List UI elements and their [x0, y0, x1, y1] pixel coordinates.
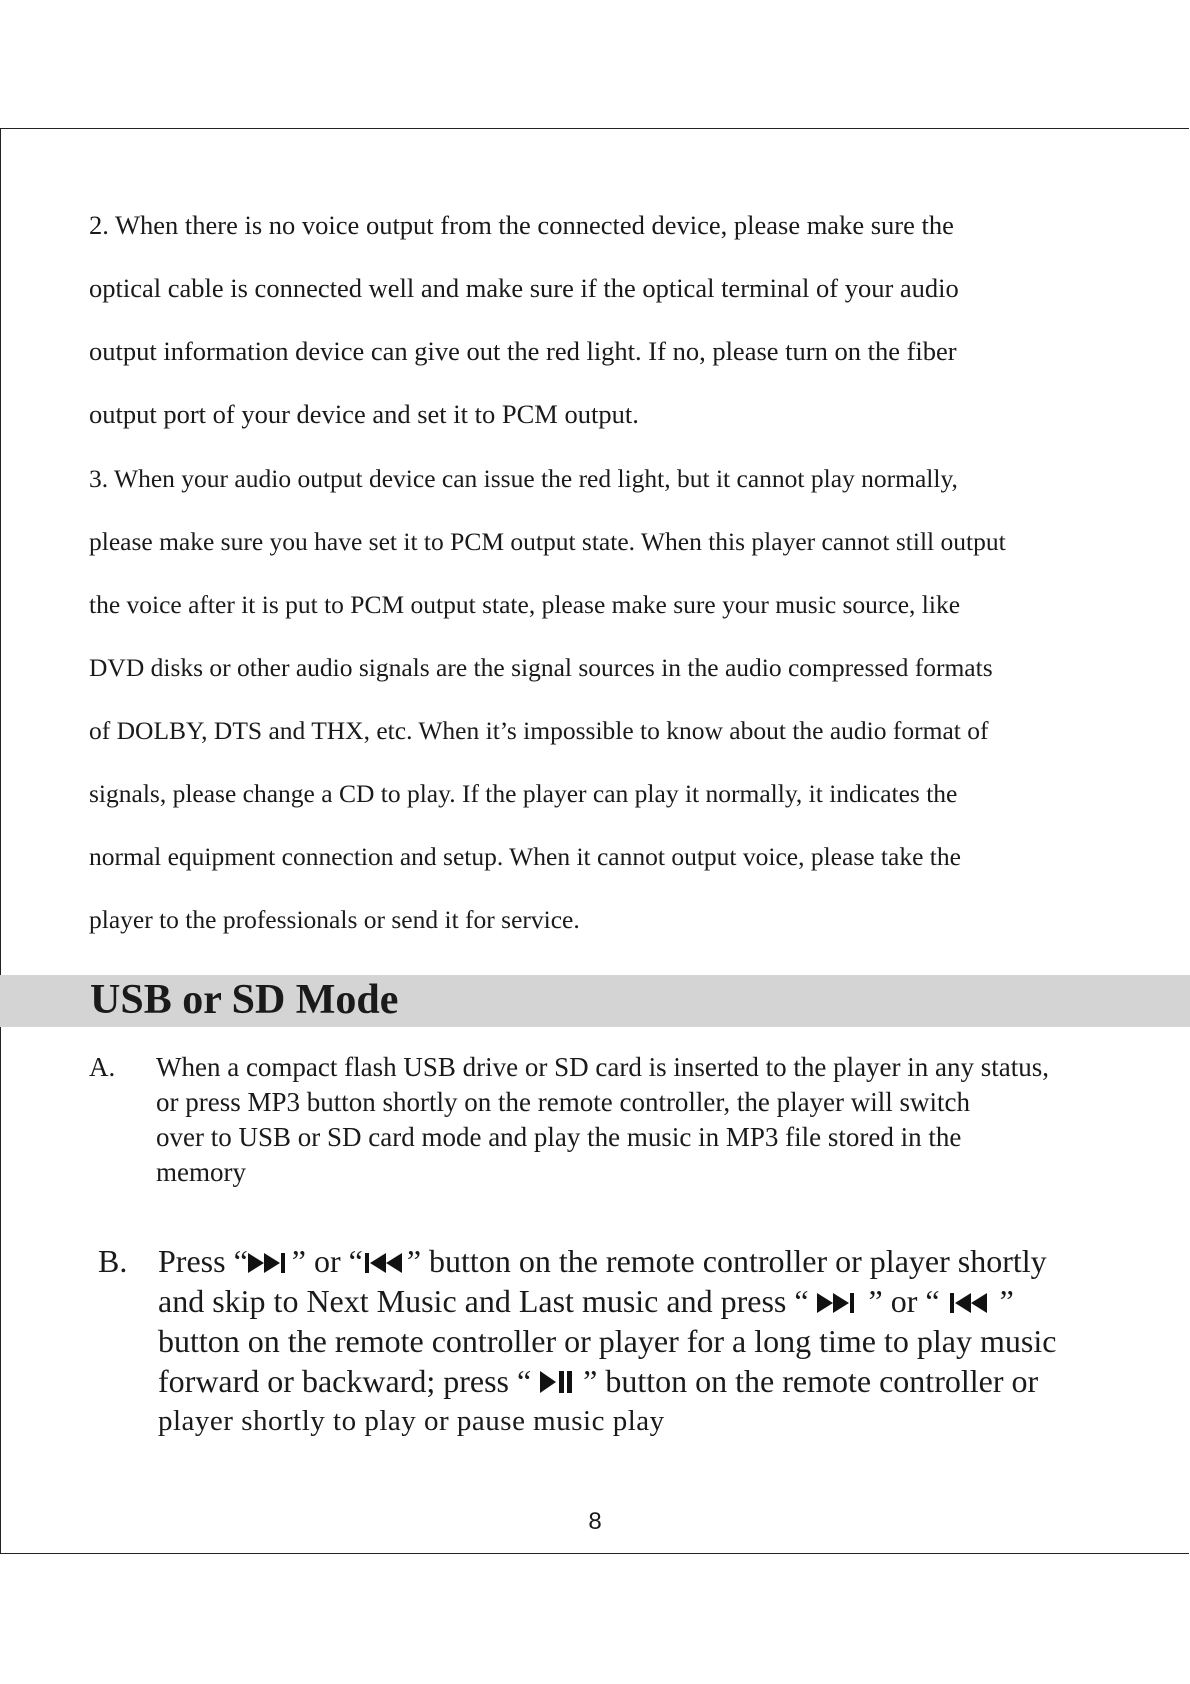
paragraph-line: signals, please change a CD to play. If the player can play it normally, it indicates the [89, 779, 958, 808]
list-item-line: button on the remote controller or player for a long time to play music [158, 1323, 1057, 1359]
list-item-line: player shortly to play or pause music play [158, 1405, 665, 1437]
list-item-line [158, 1281, 1158, 1321]
paragraph-line: optical cable is connected well and make sure if the optical terminal of your audio [89, 273, 959, 303]
text-run: ” button on the remote controller or player shortly [406, 1243, 1047, 1279]
list-item-line [158, 1361, 1158, 1401]
list-item-line: over to USB or SD card mode and play the music in MP3 file stored in the [156, 1122, 962, 1152]
list-marker: B. [98, 1243, 128, 1279]
list-marker: A. [89, 1052, 116, 1082]
text-run: ” [991, 1283, 1014, 1319]
next-track-icon [248, 1251, 292, 1275]
play-pause-icon [539, 1369, 575, 1395]
section-title: USB or SD Mode [90, 977, 399, 1023]
list-item-line [158, 1241, 1158, 1281]
previous-track-icon [948, 1291, 992, 1315]
text-run: and skip to Next Music and Last music and press “ [158, 1283, 817, 1319]
paragraph-line: 3. When your audio output device can issue the red light, but it cannot play normally, [89, 464, 958, 493]
list-item-body [156, 1050, 1156, 1190]
text-run: ” or “ [291, 1243, 363, 1279]
paragraph-line: output port of your device and set it to PCM output. [89, 399, 639, 429]
page-number: 8 [588, 1508, 602, 1535]
paragraph-3 [89, 447, 1129, 951]
paragraph-line: please make sure you have set it to PCM output state. When this player cannot still output [89, 527, 1006, 556]
paragraph-line: output information device can give out the red light. If no, please turn on the fiber [89, 336, 957, 366]
paragraph-line: normal equipment connection and setup. When it cannot output voice, please take the [89, 842, 961, 871]
paragraph-line: 2. When there is no voice output from the connected device, please make sure the [89, 210, 954, 240]
paragraph-2 [89, 194, 1129, 446]
list-item-line: or press MP3 button shortly on the remote controller, the player will switch [156, 1087, 971, 1117]
list-item-line: When a compact flash USB drive or SD card is inserted to the player in any status, [156, 1052, 1050, 1082]
list-item-body [158, 1241, 1158, 1441]
text-run: ” or “ [860, 1283, 948, 1319]
text-run: forward or backward; press “ [158, 1363, 540, 1399]
list-item-line: memory [156, 1157, 246, 1187]
text-run: Press “ [158, 1243, 248, 1279]
paragraph-line: DVD disks or other audio signals are the signal sources in the audio compressed formats [89, 653, 993, 682]
paragraph-line: player to the professionals or send it for service. [89, 905, 580, 934]
previous-track-icon [363, 1251, 407, 1275]
text-run: ” button on the remote controller or [575, 1363, 1039, 1399]
next-track-icon [817, 1291, 861, 1315]
paragraph-line: of DOLBY, DTS and THX, etc. When it’s impossible to know about the audio format of [89, 716, 989, 745]
paragraph-line: the voice after it is put to PCM output state, please make sure your music source, like [89, 590, 961, 619]
